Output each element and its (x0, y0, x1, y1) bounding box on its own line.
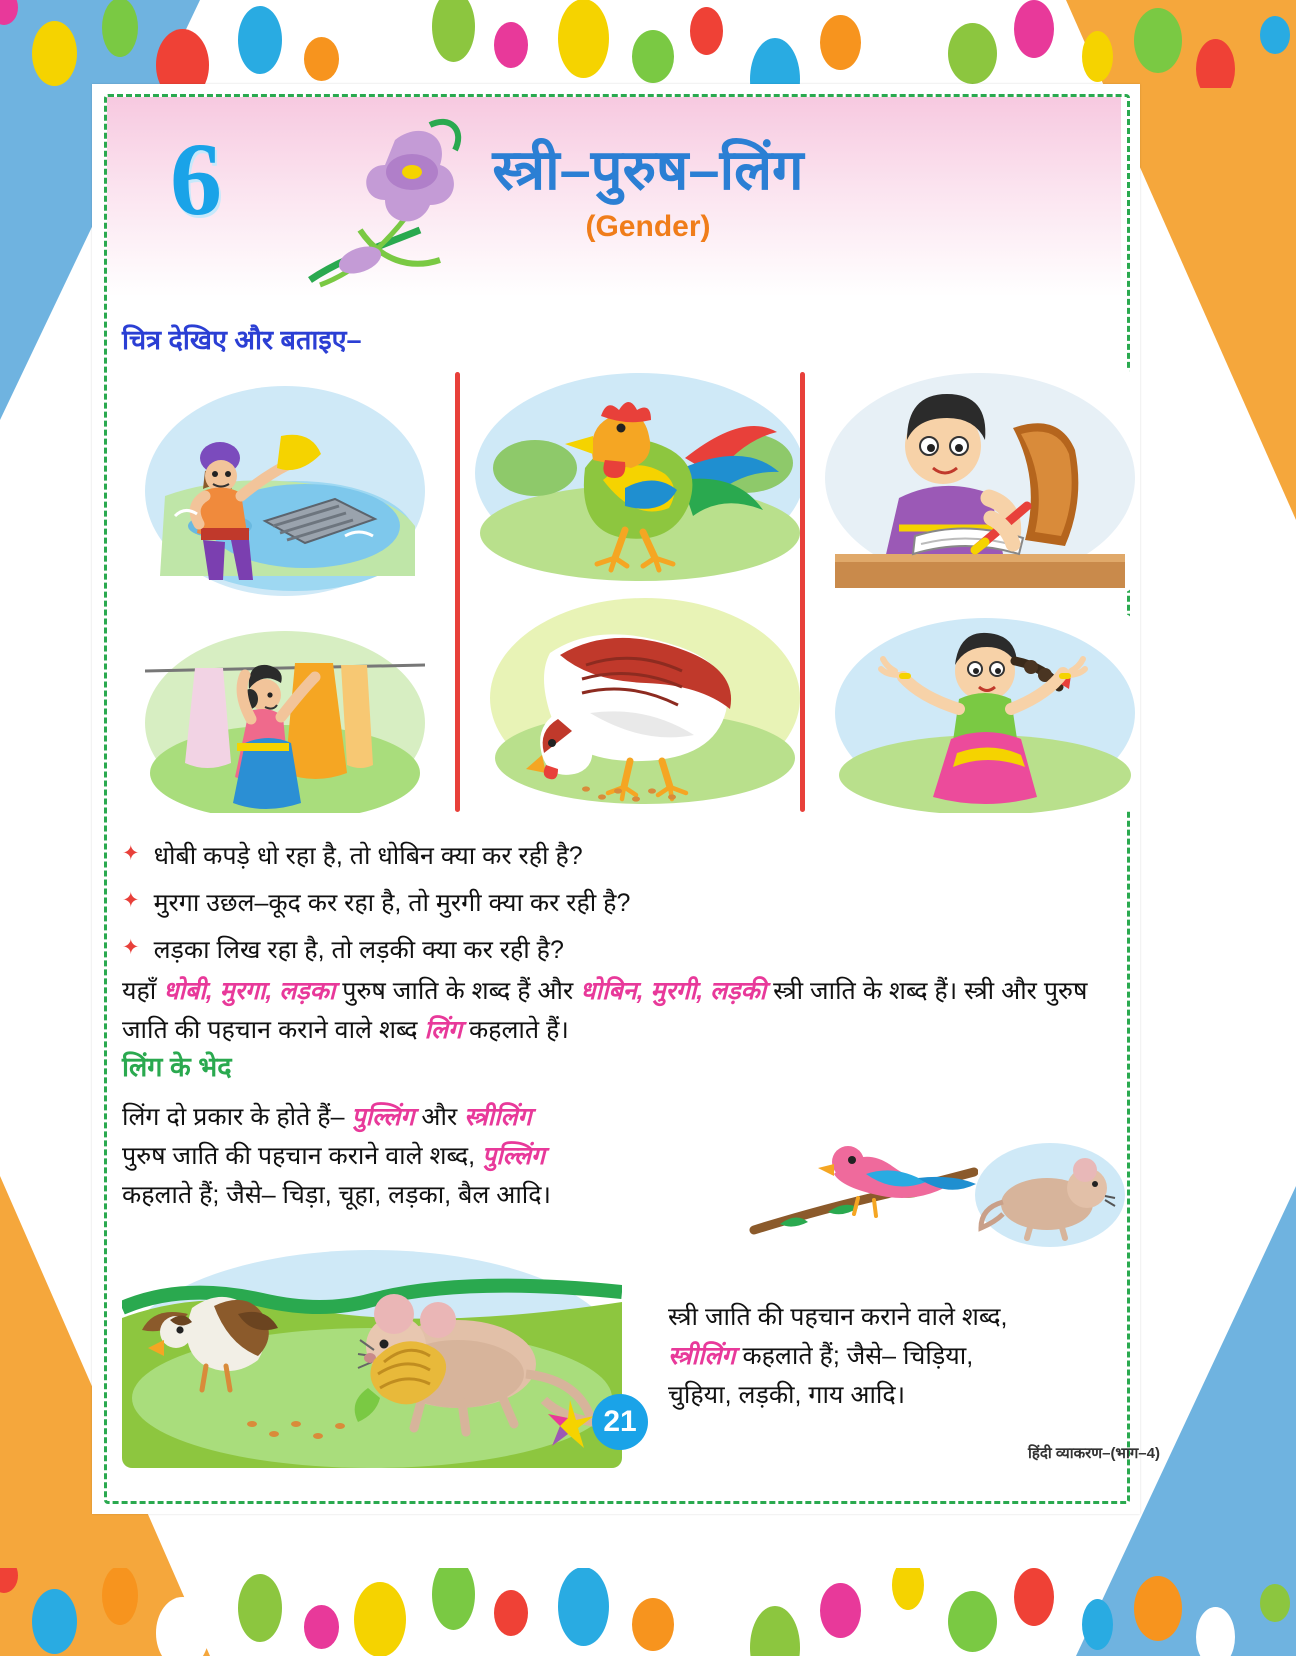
confetti-dot (558, 1568, 609, 1646)
question-text: लड़का लिख रहा है, तो लड़की क्या कर रही है? (153, 936, 564, 964)
ling-line2a: पुरुष जाति की पहचान कराने वाले शब्द, (122, 1141, 482, 1170)
confetti-dot (494, 1590, 528, 1636)
diamond-bullet-icon: ✦ (122, 842, 140, 865)
confetti-dot (354, 14, 406, 88)
confetti-dot (354, 1582, 406, 1656)
divider-line-1 (455, 372, 460, 812)
confetti-dot (558, 0, 609, 78)
paragraph-striling (668, 1298, 1118, 1414)
intro-part4: कहलाते हैं। (462, 1015, 569, 1044)
section-heading-ling-ke-bhed: लिंग के भेद (122, 1052, 232, 1082)
confetti-dot (1260, 16, 1290, 54)
term-striling-2: स्त्रीलिंग (668, 1341, 736, 1370)
confetti-dot (238, 6, 282, 74)
instruction-text: चित्र देखिए और बताइए– (122, 325, 362, 355)
confetti-band-top (0, 0, 1296, 88)
confetti-dot (1014, 0, 1054, 58)
stri-line2a: कहलाते हैं; जैसे– चिड़िया, (735, 1341, 974, 1370)
ling-line1b: और (414, 1103, 465, 1131)
question-text: धोबी कपड़े धो रहा है, तो धोबिन क्या कर रही है? (153, 842, 583, 870)
confetti-dot (102, 0, 138, 57)
divider-line-2 (800, 372, 805, 812)
confetti-dot (156, 29, 209, 88)
masculine-words: धोबी, मुरगा, लड़का (163, 977, 336, 1005)
confetti-dot (32, 1589, 77, 1654)
confetti-band-bottom (0, 1568, 1296, 1656)
confetti-dot (632, 1598, 674, 1651)
page-subtitle: (Gender) (585, 210, 711, 243)
question-text: मुरगा उछल–कूद कर रहा है, तो मुरगी क्या कर रही है? (153, 889, 631, 917)
confetti-dot (432, 0, 475, 62)
term-pulling: पुल्लिंग (351, 1103, 415, 1131)
bird-and-mouse-scene-illustration (122, 1248, 622, 1468)
term-striling: स्त्रीलिंग (464, 1103, 532, 1131)
confetti-dot (432, 1568, 475, 1630)
term-ling: लिंग (424, 1015, 463, 1044)
diamond-bullet-icon: ✦ (122, 889, 140, 912)
question-list (122, 838, 1082, 979)
stri-line1: स्त्री जाति की पहचान कराने वाले शब्द, (668, 1303, 1008, 1331)
confetti-dot (494, 22, 528, 68)
list-item (122, 838, 1082, 872)
confetti-dot (892, 0, 924, 42)
mouse-illustration-small (975, 1140, 1125, 1250)
confetti-dot (1134, 8, 1182, 73)
term-pulling-2: पुल्लिंग (482, 1141, 545, 1170)
confetti-dot (690, 1575, 723, 1623)
page-number-badge: 21 (592, 1394, 648, 1450)
confetti-dot (750, 38, 800, 88)
confetti-dot (304, 1605, 339, 1649)
confetti-dot (102, 1568, 138, 1625)
page-title: स्त्री–पुरुष–लिंग (492, 138, 804, 201)
confetti-dot (1196, 1607, 1235, 1656)
ling-line3: कहलाते हैं; जैसे– चिड़ा, चूहा, लड़का, बैल आदि। (122, 1180, 552, 1209)
intro-paragraph (122, 972, 1122, 1050)
confetti-dot (238, 1574, 282, 1642)
confetti-dot (632, 30, 674, 83)
stri-line3: चुहिया, लड़की, गाय आदि। (668, 1380, 906, 1409)
chapter-number: 6 (170, 122, 220, 237)
confetti-dot (892, 1568, 924, 1610)
paragraph-pulling (122, 1098, 762, 1214)
footer-text: हिंदी व्याकरण–(भाग–4) (1028, 1445, 1160, 1462)
confetti-dot (156, 1597, 209, 1656)
list-item (122, 932, 1082, 966)
confetti-dot (1082, 1599, 1113, 1650)
confetti-dot (304, 37, 339, 81)
confetti-dot (820, 15, 861, 70)
confetti-dot (1260, 1584, 1290, 1622)
picture-girl (835, 613, 1135, 813)
confetti-dot (32, 21, 77, 86)
intro-part1: यहाँ (122, 977, 164, 1005)
confetti-dot (948, 1591, 997, 1652)
picture-dhobin-hanging-clothes (145, 623, 425, 813)
picture-grid (145, 368, 1135, 818)
picture-dhobi-washing-clothes (145, 376, 425, 596)
bird-on-branch-illustration (748, 1118, 978, 1248)
confetti-dot (1082, 31, 1113, 82)
confetti-dot (690, 7, 723, 55)
intro-part2: पुरुष जाति के शब्द हैं और (335, 977, 581, 1005)
intro-part3: स्त्री जाति के शब्द हैं। स्त्री और पुरुष जाति की पहचान कराने वाले शब्द (122, 977, 1088, 1044)
list-item (122, 885, 1082, 919)
star-decoration-icon (548, 1398, 596, 1450)
confetti-dot (948, 23, 997, 84)
feminine-words: धोबिन, मुरगी, लड़की (580, 977, 767, 1005)
confetti-dot (1014, 1568, 1054, 1626)
diamond-bullet-icon: ✦ (122, 936, 140, 959)
confetti-dot (820, 1583, 861, 1638)
picture-boy-writing (825, 368, 1135, 593)
ling-line1a: लिंग दो प्रकार के होते हैं– (122, 1103, 352, 1131)
confetti-dot (1134, 1576, 1182, 1641)
confetti-dot (0, 1568, 18, 1593)
confetti-dot (750, 1606, 800, 1656)
confetti-dot (1196, 39, 1235, 88)
picture-hen (490, 593, 800, 808)
confetti-dot (0, 0, 18, 25)
picture-rooster (475, 368, 805, 583)
